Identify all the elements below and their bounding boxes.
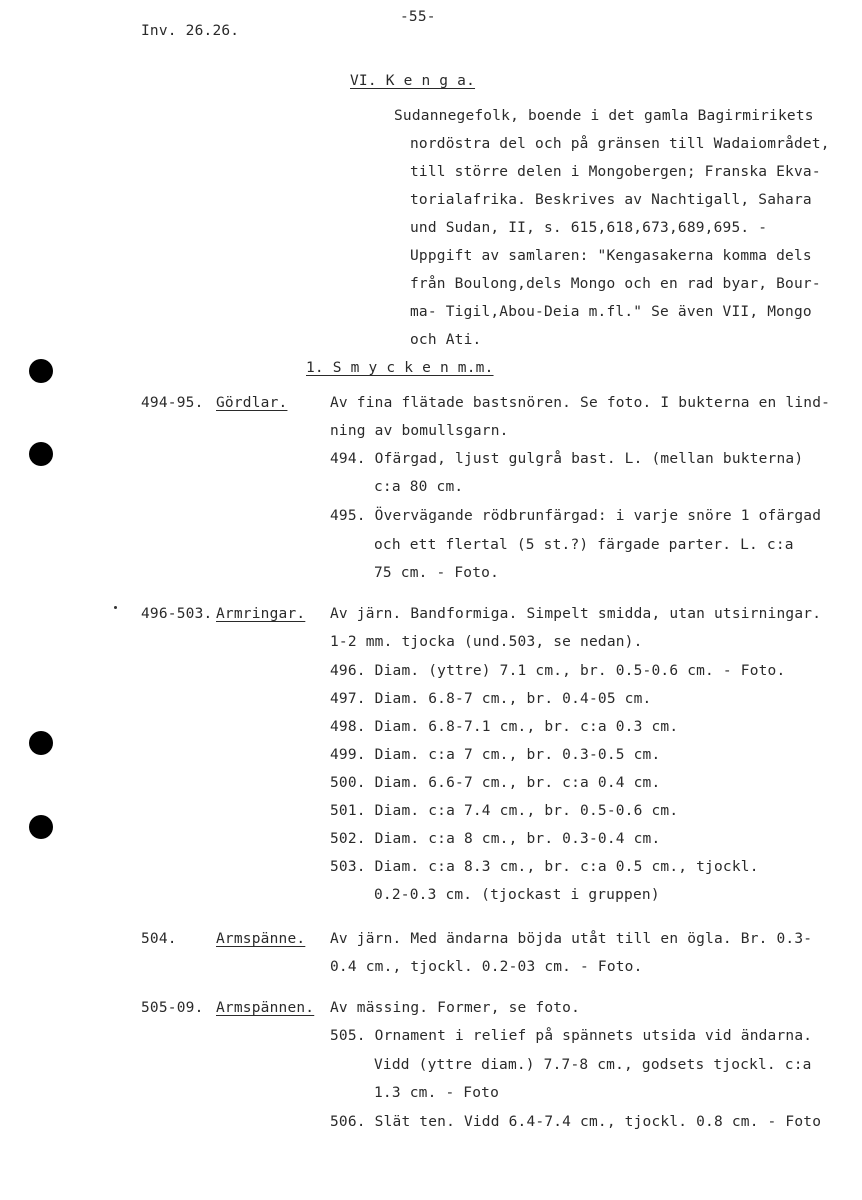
intro-line: från Boulong,dels Mongo och en rad byar, Bour- — [410, 276, 821, 292]
punch-hole-3 — [29, 731, 53, 755]
intro-line: och Ati. — [410, 332, 482, 348]
entry-line: Vidd (yttre diam.) 7.7-8 cm., godsets tjockl. c:a — [374, 1057, 812, 1073]
paper-speck — [114, 606, 117, 609]
intro-line: ma- Tigil,Abou-Deia m.fl." Se även VII, Mongo — [410, 304, 812, 320]
entry-line: 494. Ofärgad, ljust gulgrå bast. L. (mellan bukterna) — [330, 451, 804, 467]
entry-line: 0.2-0.3 cm. (tjockast i gruppen) — [374, 887, 660, 903]
entry-number: 496-503. — [141, 606, 213, 622]
entry-line: ning av bomullsgarn. — [330, 423, 509, 439]
punch-hole-1 — [29, 359, 53, 383]
entry-line: 497. Diam. 6.8-7 cm., br. 0.4-05 cm. — [330, 691, 652, 707]
intro-line: Sudannegefolk, boende i det gamla Bagirmirikets — [394, 108, 814, 124]
section-title: VI. K e n g a. — [350, 73, 476, 89]
entry-line: 506. Slät ten. Vidd 6.4-7.4 cm., tjockl. 0.8 cm. - Foto — [330, 1114, 822, 1130]
entry-line: 75 cm. - Foto. — [374, 565, 500, 581]
entry-line: 501. Diam. c:a 7.4 cm., br. 0.5-0.6 cm. — [330, 803, 679, 819]
entry-line: 498. Diam. 6.8-7.1 cm., br. c:a 0.3 cm. — [330, 719, 679, 735]
entry-line: c:a 80 cm. — [374, 479, 464, 495]
intro-line: torialafrika. Beskrives av Nachtigall, Sahara — [410, 192, 812, 208]
entry-line: 500. Diam. 6.6-7 cm., br. c:a 0.4 cm. — [330, 775, 661, 791]
entry-line: 1-2 mm. tjocka (und.503, se nedan). — [330, 634, 643, 650]
entry-line: Av mässing. Former, se foto. — [330, 1000, 581, 1016]
entry-line: 505. Ornament i relief på spännets utsida vid ändarna. — [330, 1028, 813, 1044]
entry-line: 495. Övervägande rödbrunfärgad: i varje snöre 1 ofärgad — [330, 508, 822, 524]
entry-label: Armringar. — [216, 606, 306, 622]
entry-number: 494-95. — [141, 395, 204, 411]
punch-hole-4 — [29, 815, 53, 839]
entry-line: 499. Diam. c:a 7 cm., br. 0.3-0.5 cm. — [330, 747, 661, 763]
entry-line: och ett flertal (5 st.?) färgade parter. L. c:a — [374, 537, 794, 553]
entry-label: Armspännen. — [216, 1000, 315, 1016]
entry-line: Av järn. Bandformiga. Simpelt smidda, utan utsirningar. — [330, 606, 822, 622]
entry-line: 0.4 cm., tjockl. 0.2-03 cm. - Foto. — [330, 959, 643, 975]
punch-hole-2 — [29, 442, 53, 466]
intro-line: nordöstra del och på gränsen till Wadaiområdet, — [410, 136, 830, 152]
entry-line: 502. Diam. c:a 8 cm., br. 0.3-0.4 cm. — [330, 831, 661, 847]
entry-number: 504. — [141, 931, 177, 947]
entry-line: 503. Diam. c:a 8.3 cm., br. c:a 0.5 cm., tjockl. — [330, 859, 759, 875]
entry-label: Gördlar. — [216, 395, 288, 411]
entry-number: 505-09. — [141, 1000, 204, 1016]
page-number: -55- — [400, 9, 436, 25]
inventory-number: Inv. 26.26. — [141, 23, 240, 39]
entry-line: 496. Diam. (yttre) 7.1 cm., br. 0.5-0.6 cm. - Foto. — [330, 663, 786, 679]
intro-line: Uppgift av samlaren: "Kengasakerna komma dels — [410, 248, 812, 264]
entry-line: Av järn. Med ändarna böjda utåt till en ögla. Br. 0.3- — [330, 931, 813, 947]
entry-line: Av fina flätade bastsnören. Se foto. I bukterna en lind- — [330, 395, 831, 411]
intro-line: till större delen i Mongobergen; Franska Ekva- — [410, 164, 821, 180]
intro-line: und Sudan, II, s. 615,618,673,689,695. - — [410, 220, 768, 236]
subsection-title: 1. S m y c k e n m.m. — [306, 360, 494, 376]
entry-label: Armspänne. — [216, 931, 306, 947]
entry-line: 1.3 cm. - Foto — [374, 1085, 500, 1101]
